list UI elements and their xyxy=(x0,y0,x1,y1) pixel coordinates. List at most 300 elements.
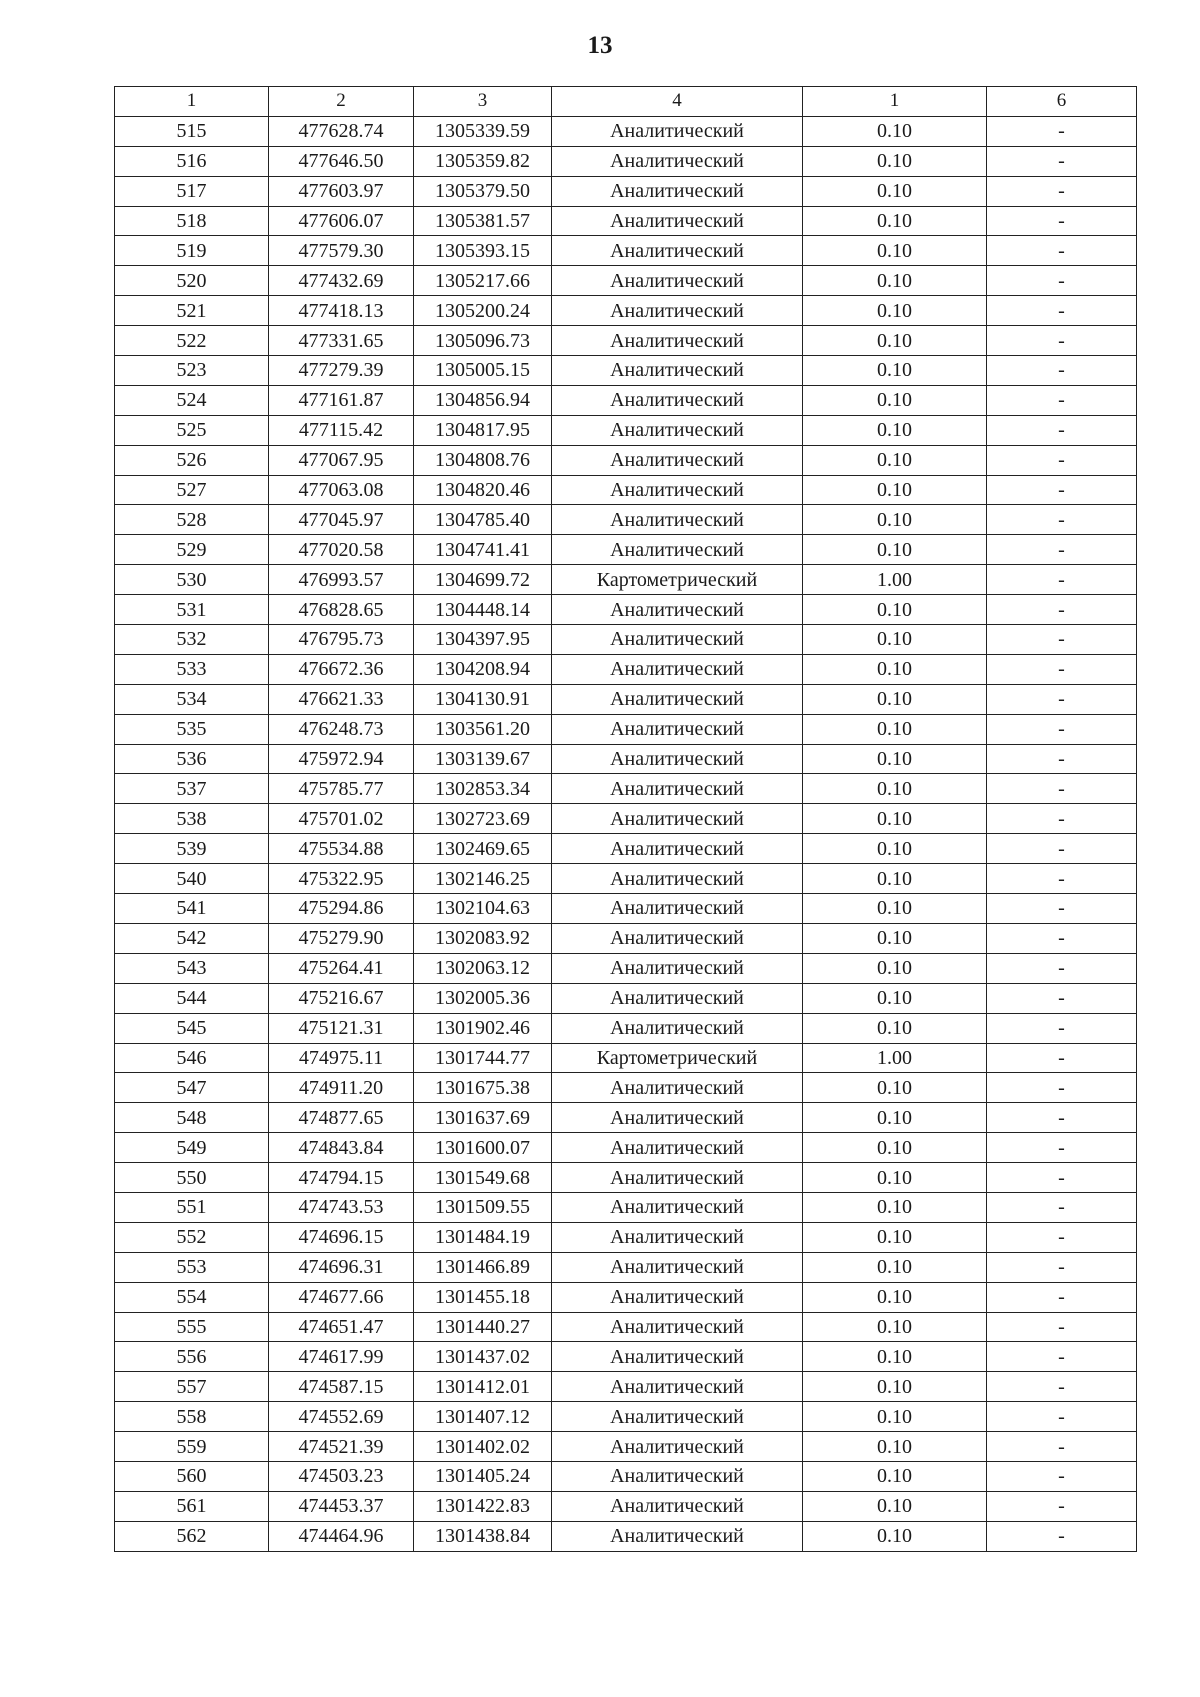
cell-y: 1301675.38 xyxy=(414,1073,552,1103)
table-row xyxy=(115,1252,1137,1282)
cell-x: 477020.58 xyxy=(269,535,414,565)
cell-method: Аналитический xyxy=(552,146,803,176)
cell-y: 1301455.18 xyxy=(414,1282,552,1312)
cell-point: 543 xyxy=(115,953,269,983)
cell-description: - xyxy=(987,1402,1137,1432)
cell-x: 474743.53 xyxy=(269,1192,414,1222)
cell-x: 475216.67 xyxy=(269,983,414,1013)
cell-y: 1305359.82 xyxy=(414,146,552,176)
cell-method: Аналитический xyxy=(552,1282,803,1312)
cell-point: 519 xyxy=(115,236,269,266)
cell-point: 551 xyxy=(115,1192,269,1222)
cell-accuracy: 0.10 xyxy=(803,415,987,445)
cell-description: - xyxy=(987,864,1137,894)
cell-point: 555 xyxy=(115,1312,269,1342)
cell-description: - xyxy=(987,923,1137,953)
cell-method: Аналитический xyxy=(552,1252,803,1282)
coordinates-table xyxy=(114,86,1137,1552)
cell-point: 557 xyxy=(115,1372,269,1402)
cell-description: - xyxy=(987,116,1137,146)
table-row xyxy=(115,535,1137,565)
cell-x: 475322.95 xyxy=(269,864,414,894)
cell-accuracy: 1.00 xyxy=(803,1043,987,1073)
cell-x: 475264.41 xyxy=(269,953,414,983)
header-cell-y: 3 xyxy=(414,87,552,117)
cell-x: 474453.37 xyxy=(269,1491,414,1521)
table-row xyxy=(115,1402,1137,1432)
cell-method: Аналитический xyxy=(552,1222,803,1252)
cell-y: 1305379.50 xyxy=(414,176,552,206)
cell-y: 1301902.46 xyxy=(414,1013,552,1043)
cell-description: - xyxy=(987,236,1137,266)
cell-point: 559 xyxy=(115,1432,269,1462)
cell-description: - xyxy=(987,266,1137,296)
cell-y: 1305217.66 xyxy=(414,266,552,296)
cell-x: 477279.39 xyxy=(269,356,414,386)
cell-method: Аналитический xyxy=(552,116,803,146)
table-row xyxy=(115,1342,1137,1372)
cell-x: 476993.57 xyxy=(269,565,414,595)
cell-method: Аналитический xyxy=(552,625,803,655)
cell-description: - xyxy=(987,774,1137,804)
cell-accuracy: 0.10 xyxy=(803,894,987,924)
cell-x: 476828.65 xyxy=(269,595,414,625)
cell-x: 474552.69 xyxy=(269,1402,414,1432)
cell-accuracy: 0.10 xyxy=(803,116,987,146)
cell-y: 1302005.36 xyxy=(414,983,552,1013)
cell-y: 1301438.84 xyxy=(414,1521,552,1551)
cell-point: 531 xyxy=(115,595,269,625)
cell-x: 477646.50 xyxy=(269,146,414,176)
cell-x: 475279.90 xyxy=(269,923,414,953)
cell-accuracy: 0.10 xyxy=(803,595,987,625)
cell-method: Аналитический xyxy=(552,714,803,744)
table-row xyxy=(115,266,1137,296)
cell-x: 474617.99 xyxy=(269,1342,414,1372)
cell-accuracy: 0.10 xyxy=(803,1432,987,1462)
table-row xyxy=(115,1282,1137,1312)
cell-x: 475972.94 xyxy=(269,744,414,774)
cell-method: Аналитический xyxy=(552,864,803,894)
cell-accuracy: 0.10 xyxy=(803,1312,987,1342)
cell-y: 1302083.92 xyxy=(414,923,552,953)
cell-description: - xyxy=(987,415,1137,445)
cell-description: - xyxy=(987,1252,1137,1282)
table-row xyxy=(115,834,1137,864)
cell-description: - xyxy=(987,1073,1137,1103)
cell-description: - xyxy=(987,1521,1137,1551)
cell-accuracy: 0.10 xyxy=(803,923,987,953)
cell-x: 477331.65 xyxy=(269,326,414,356)
cell-y: 1303561.20 xyxy=(414,714,552,744)
cell-description: - xyxy=(987,983,1137,1013)
table-row xyxy=(115,415,1137,445)
cell-accuracy: 0.10 xyxy=(803,1521,987,1551)
table-row xyxy=(115,1163,1137,1193)
cell-method: Аналитический xyxy=(552,1372,803,1402)
cell-point: 516 xyxy=(115,146,269,176)
cell-point: 562 xyxy=(115,1521,269,1551)
cell-accuracy: 0.10 xyxy=(803,236,987,266)
cell-method: Аналитический xyxy=(552,595,803,625)
cell-description: - xyxy=(987,356,1137,386)
cell-description: - xyxy=(987,654,1137,684)
cell-accuracy: 0.10 xyxy=(803,1372,987,1402)
cell-method: Аналитический xyxy=(552,1342,803,1372)
cell-y: 1304741.41 xyxy=(414,535,552,565)
cell-y: 1301412.01 xyxy=(414,1372,552,1402)
table-row xyxy=(115,356,1137,386)
cell-method: Аналитический xyxy=(552,1491,803,1521)
cell-x: 477067.95 xyxy=(269,445,414,475)
cell-y: 1304208.94 xyxy=(414,654,552,684)
cell-description: - xyxy=(987,744,1137,774)
cell-point: 537 xyxy=(115,774,269,804)
cell-point: 549 xyxy=(115,1133,269,1163)
cell-method: Аналитический xyxy=(552,385,803,415)
cell-y: 1303139.67 xyxy=(414,744,552,774)
cell-y: 1301405.24 xyxy=(414,1461,552,1491)
table-row xyxy=(115,1103,1137,1133)
page-number: 13 xyxy=(587,32,613,59)
cell-x: 476795.73 xyxy=(269,625,414,655)
cell-x: 474877.65 xyxy=(269,1103,414,1133)
cell-x: 474464.96 xyxy=(269,1521,414,1551)
cell-description: - xyxy=(987,1133,1137,1163)
cell-x: 477579.30 xyxy=(269,236,414,266)
cell-point: 520 xyxy=(115,266,269,296)
table-row xyxy=(115,385,1137,415)
table-row xyxy=(115,206,1137,236)
cell-x: 476248.73 xyxy=(269,714,414,744)
cell-description: - xyxy=(987,804,1137,834)
cell-point: 561 xyxy=(115,1491,269,1521)
cell-description: - xyxy=(987,595,1137,625)
cell-x: 475534.88 xyxy=(269,834,414,864)
cell-accuracy: 0.10 xyxy=(803,953,987,983)
cell-method: Аналитический xyxy=(552,1312,803,1342)
cell-y: 1304817.95 xyxy=(414,415,552,445)
cell-point: 544 xyxy=(115,983,269,1013)
cell-y: 1304808.76 xyxy=(414,445,552,475)
cell-method: Аналитический xyxy=(552,236,803,266)
cell-accuracy: 0.10 xyxy=(803,1282,987,1312)
cell-accuracy: 0.10 xyxy=(803,804,987,834)
cell-description: - xyxy=(987,714,1137,744)
cell-y: 1305096.73 xyxy=(414,326,552,356)
table-row xyxy=(115,714,1137,744)
table-row xyxy=(115,983,1137,1013)
table-header xyxy=(115,87,1137,117)
cell-point: 515 xyxy=(115,116,269,146)
cell-y: 1301600.07 xyxy=(414,1133,552,1163)
cell-description: - xyxy=(987,684,1137,714)
cell-accuracy: 0.10 xyxy=(803,1192,987,1222)
cell-method: Аналитический xyxy=(552,505,803,535)
header-cell-description: 6 xyxy=(987,87,1137,117)
cell-method: Аналитический xyxy=(552,1133,803,1163)
cell-description: - xyxy=(987,445,1137,475)
cell-x: 475121.31 xyxy=(269,1013,414,1043)
header-cell-accuracy: 1 xyxy=(803,87,987,117)
cell-y: 1305339.59 xyxy=(414,116,552,146)
cell-method: Аналитический xyxy=(552,684,803,714)
cell-y: 1305393.15 xyxy=(414,236,552,266)
table-row xyxy=(115,176,1137,206)
cell-y: 1304856.94 xyxy=(414,385,552,415)
table-row xyxy=(115,923,1137,953)
cell-accuracy: 0.10 xyxy=(803,445,987,475)
cell-method: Аналитический xyxy=(552,953,803,983)
cell-point: 545 xyxy=(115,1013,269,1043)
cell-method: Аналитический xyxy=(552,475,803,505)
table-row xyxy=(115,1521,1137,1551)
cell-description: - xyxy=(987,1282,1137,1312)
cell-description: - xyxy=(987,565,1137,595)
cell-x: 477606.07 xyxy=(269,206,414,236)
cell-y: 1305005.15 xyxy=(414,356,552,386)
cell-accuracy: 0.10 xyxy=(803,206,987,236)
cell-y: 1302104.63 xyxy=(414,894,552,924)
cell-x: 474794.15 xyxy=(269,1163,414,1193)
cell-x: 477045.97 xyxy=(269,505,414,535)
cell-method: Аналитический xyxy=(552,983,803,1013)
cell-accuracy: 0.10 xyxy=(803,475,987,505)
cell-method: Аналитический xyxy=(552,1163,803,1193)
cell-method: Аналитический xyxy=(552,296,803,326)
table-row xyxy=(115,1461,1137,1491)
cell-x: 474677.66 xyxy=(269,1282,414,1312)
cell-accuracy: 0.10 xyxy=(803,326,987,356)
cell-point: 536 xyxy=(115,744,269,774)
table-row xyxy=(115,744,1137,774)
table-row xyxy=(115,326,1137,356)
cell-method: Аналитический xyxy=(552,923,803,953)
cell-point: 522 xyxy=(115,326,269,356)
cell-point: 539 xyxy=(115,834,269,864)
cell-point: 527 xyxy=(115,475,269,505)
cell-x: 474975.11 xyxy=(269,1043,414,1073)
cell-point: 530 xyxy=(115,565,269,595)
cell-y: 1301484.19 xyxy=(414,1222,552,1252)
cell-method: Аналитический xyxy=(552,1192,803,1222)
cell-x: 477432.69 xyxy=(269,266,414,296)
cell-accuracy: 0.10 xyxy=(803,1222,987,1252)
table-row xyxy=(115,296,1137,326)
cell-y: 1302853.34 xyxy=(414,774,552,804)
cell-accuracy: 0.10 xyxy=(803,864,987,894)
cell-x: 474696.15 xyxy=(269,1222,414,1252)
cell-method: Аналитический xyxy=(552,1432,803,1462)
cell-description: - xyxy=(987,146,1137,176)
cell-y: 1304699.72 xyxy=(414,565,552,595)
table-row xyxy=(115,864,1137,894)
cell-description: - xyxy=(987,1043,1137,1073)
cell-method: Аналитический xyxy=(552,415,803,445)
cell-point: 548 xyxy=(115,1103,269,1133)
cell-x: 474911.20 xyxy=(269,1073,414,1103)
cell-method: Аналитический xyxy=(552,894,803,924)
cell-description: - xyxy=(987,296,1137,326)
cell-accuracy: 0.10 xyxy=(803,684,987,714)
table-row xyxy=(115,236,1137,266)
cell-accuracy: 0.10 xyxy=(803,535,987,565)
cell-y: 1301440.27 xyxy=(414,1312,552,1342)
cell-accuracy: 0.10 xyxy=(803,654,987,684)
cell-x: 477418.13 xyxy=(269,296,414,326)
header-row xyxy=(115,87,1137,117)
cell-point: 541 xyxy=(115,894,269,924)
table-row xyxy=(115,1491,1137,1521)
table-row xyxy=(115,1133,1137,1163)
cell-y: 1302063.12 xyxy=(414,953,552,983)
table-row xyxy=(115,1013,1137,1043)
cell-accuracy: 0.10 xyxy=(803,1103,987,1133)
cell-y: 1301466.89 xyxy=(414,1252,552,1282)
cell-x: 475701.02 xyxy=(269,804,414,834)
cell-y: 1301509.55 xyxy=(414,1192,552,1222)
cell-accuracy: 0.10 xyxy=(803,1342,987,1372)
table-row xyxy=(115,774,1137,804)
cell-accuracy: 0.10 xyxy=(803,176,987,206)
cell-point: 554 xyxy=(115,1282,269,1312)
cell-point: 532 xyxy=(115,625,269,655)
cell-description: - xyxy=(987,385,1137,415)
cell-accuracy: 0.10 xyxy=(803,1252,987,1282)
cell-x: 476621.33 xyxy=(269,684,414,714)
cell-y: 1301637.69 xyxy=(414,1103,552,1133)
header-cell-point: 1 xyxy=(115,87,269,117)
cell-description: - xyxy=(987,535,1137,565)
table-row xyxy=(115,1312,1137,1342)
cell-description: - xyxy=(987,1312,1137,1342)
cell-description: - xyxy=(987,326,1137,356)
cell-accuracy: 0.10 xyxy=(803,146,987,176)
cell-description: - xyxy=(987,1192,1137,1222)
cell-point: 517 xyxy=(115,176,269,206)
cell-point: 542 xyxy=(115,923,269,953)
cell-y: 1305381.57 xyxy=(414,206,552,236)
cell-description: - xyxy=(987,505,1137,535)
cell-accuracy: 0.10 xyxy=(803,744,987,774)
cell-description: - xyxy=(987,894,1137,924)
cell-method: Аналитический xyxy=(552,744,803,774)
cell-y: 1302723.69 xyxy=(414,804,552,834)
cell-point: 550 xyxy=(115,1163,269,1193)
cell-method: Аналитический xyxy=(552,535,803,565)
cell-point: 556 xyxy=(115,1342,269,1372)
cell-accuracy: 0.10 xyxy=(803,714,987,744)
cell-description: - xyxy=(987,953,1137,983)
cell-point: 560 xyxy=(115,1461,269,1491)
cell-y: 1304820.46 xyxy=(414,475,552,505)
cell-method: Аналитический xyxy=(552,654,803,684)
cell-accuracy: 1.00 xyxy=(803,565,987,595)
cell-point: 521 xyxy=(115,296,269,326)
cell-y: 1304448.14 xyxy=(414,595,552,625)
cell-accuracy: 0.10 xyxy=(803,1163,987,1193)
cell-x: 474651.47 xyxy=(269,1312,414,1342)
table-row xyxy=(115,1432,1137,1462)
cell-point: 546 xyxy=(115,1043,269,1073)
cell-point: 552 xyxy=(115,1222,269,1252)
cell-method: Аналитический xyxy=(552,834,803,864)
table-row xyxy=(115,654,1137,684)
cell-description: - xyxy=(987,1342,1137,1372)
cell-accuracy: 0.10 xyxy=(803,983,987,1013)
header-cell-x: 2 xyxy=(269,87,414,117)
table-row xyxy=(115,1073,1137,1103)
table-row xyxy=(115,1372,1137,1402)
cell-x: 474696.31 xyxy=(269,1252,414,1282)
cell-x: 475294.86 xyxy=(269,894,414,924)
cell-y: 1302469.65 xyxy=(414,834,552,864)
cell-accuracy: 0.10 xyxy=(803,1461,987,1491)
cell-method: Аналитический xyxy=(552,206,803,236)
cell-x: 474843.84 xyxy=(269,1133,414,1163)
cell-method: Аналитический xyxy=(552,326,803,356)
cell-accuracy: 0.10 xyxy=(803,1133,987,1163)
cell-description: - xyxy=(987,1163,1137,1193)
cell-y: 1304397.95 xyxy=(414,625,552,655)
cell-point: 558 xyxy=(115,1402,269,1432)
cell-point: 538 xyxy=(115,804,269,834)
cell-description: - xyxy=(987,1103,1137,1133)
cell-y: 1301407.12 xyxy=(414,1402,552,1432)
table-row xyxy=(115,116,1137,146)
header-cell-method: 4 xyxy=(552,87,803,117)
cell-description: - xyxy=(987,1372,1137,1402)
cell-method: Аналитический xyxy=(552,176,803,206)
cell-method: Аналитический xyxy=(552,1073,803,1103)
cell-point: 553 xyxy=(115,1252,269,1282)
cell-point: 523 xyxy=(115,356,269,386)
cell-x: 474521.39 xyxy=(269,1432,414,1462)
table-row xyxy=(115,1043,1137,1073)
cell-point: 526 xyxy=(115,445,269,475)
cell-accuracy: 0.10 xyxy=(803,296,987,326)
cell-description: - xyxy=(987,1013,1137,1043)
table-row xyxy=(115,625,1137,655)
cell-method: Аналитический xyxy=(552,1103,803,1133)
cell-y: 1301422.83 xyxy=(414,1491,552,1521)
cell-description: - xyxy=(987,206,1137,236)
cell-method: Аналитический xyxy=(552,266,803,296)
cell-y: 1305200.24 xyxy=(414,296,552,326)
cell-x: 475785.77 xyxy=(269,774,414,804)
table-row xyxy=(115,565,1137,595)
cell-accuracy: 0.10 xyxy=(803,505,987,535)
cell-accuracy: 0.10 xyxy=(803,774,987,804)
table-body xyxy=(115,116,1137,1551)
cell-point: 534 xyxy=(115,684,269,714)
cell-x: 476672.36 xyxy=(269,654,414,684)
cell-description: - xyxy=(987,1432,1137,1462)
cell-y: 1301437.02 xyxy=(414,1342,552,1372)
cell-point: 547 xyxy=(115,1073,269,1103)
cell-point: 533 xyxy=(115,654,269,684)
cell-x: 474503.23 xyxy=(269,1461,414,1491)
table-row xyxy=(115,146,1137,176)
table-row xyxy=(115,475,1137,505)
cell-y: 1301402.02 xyxy=(414,1432,552,1462)
cell-description: - xyxy=(987,176,1137,206)
cell-x: 477628.74 xyxy=(269,116,414,146)
cell-y: 1304785.40 xyxy=(414,505,552,535)
cell-accuracy: 0.10 xyxy=(803,1491,987,1521)
table-row xyxy=(115,894,1137,924)
cell-point: 525 xyxy=(115,415,269,445)
